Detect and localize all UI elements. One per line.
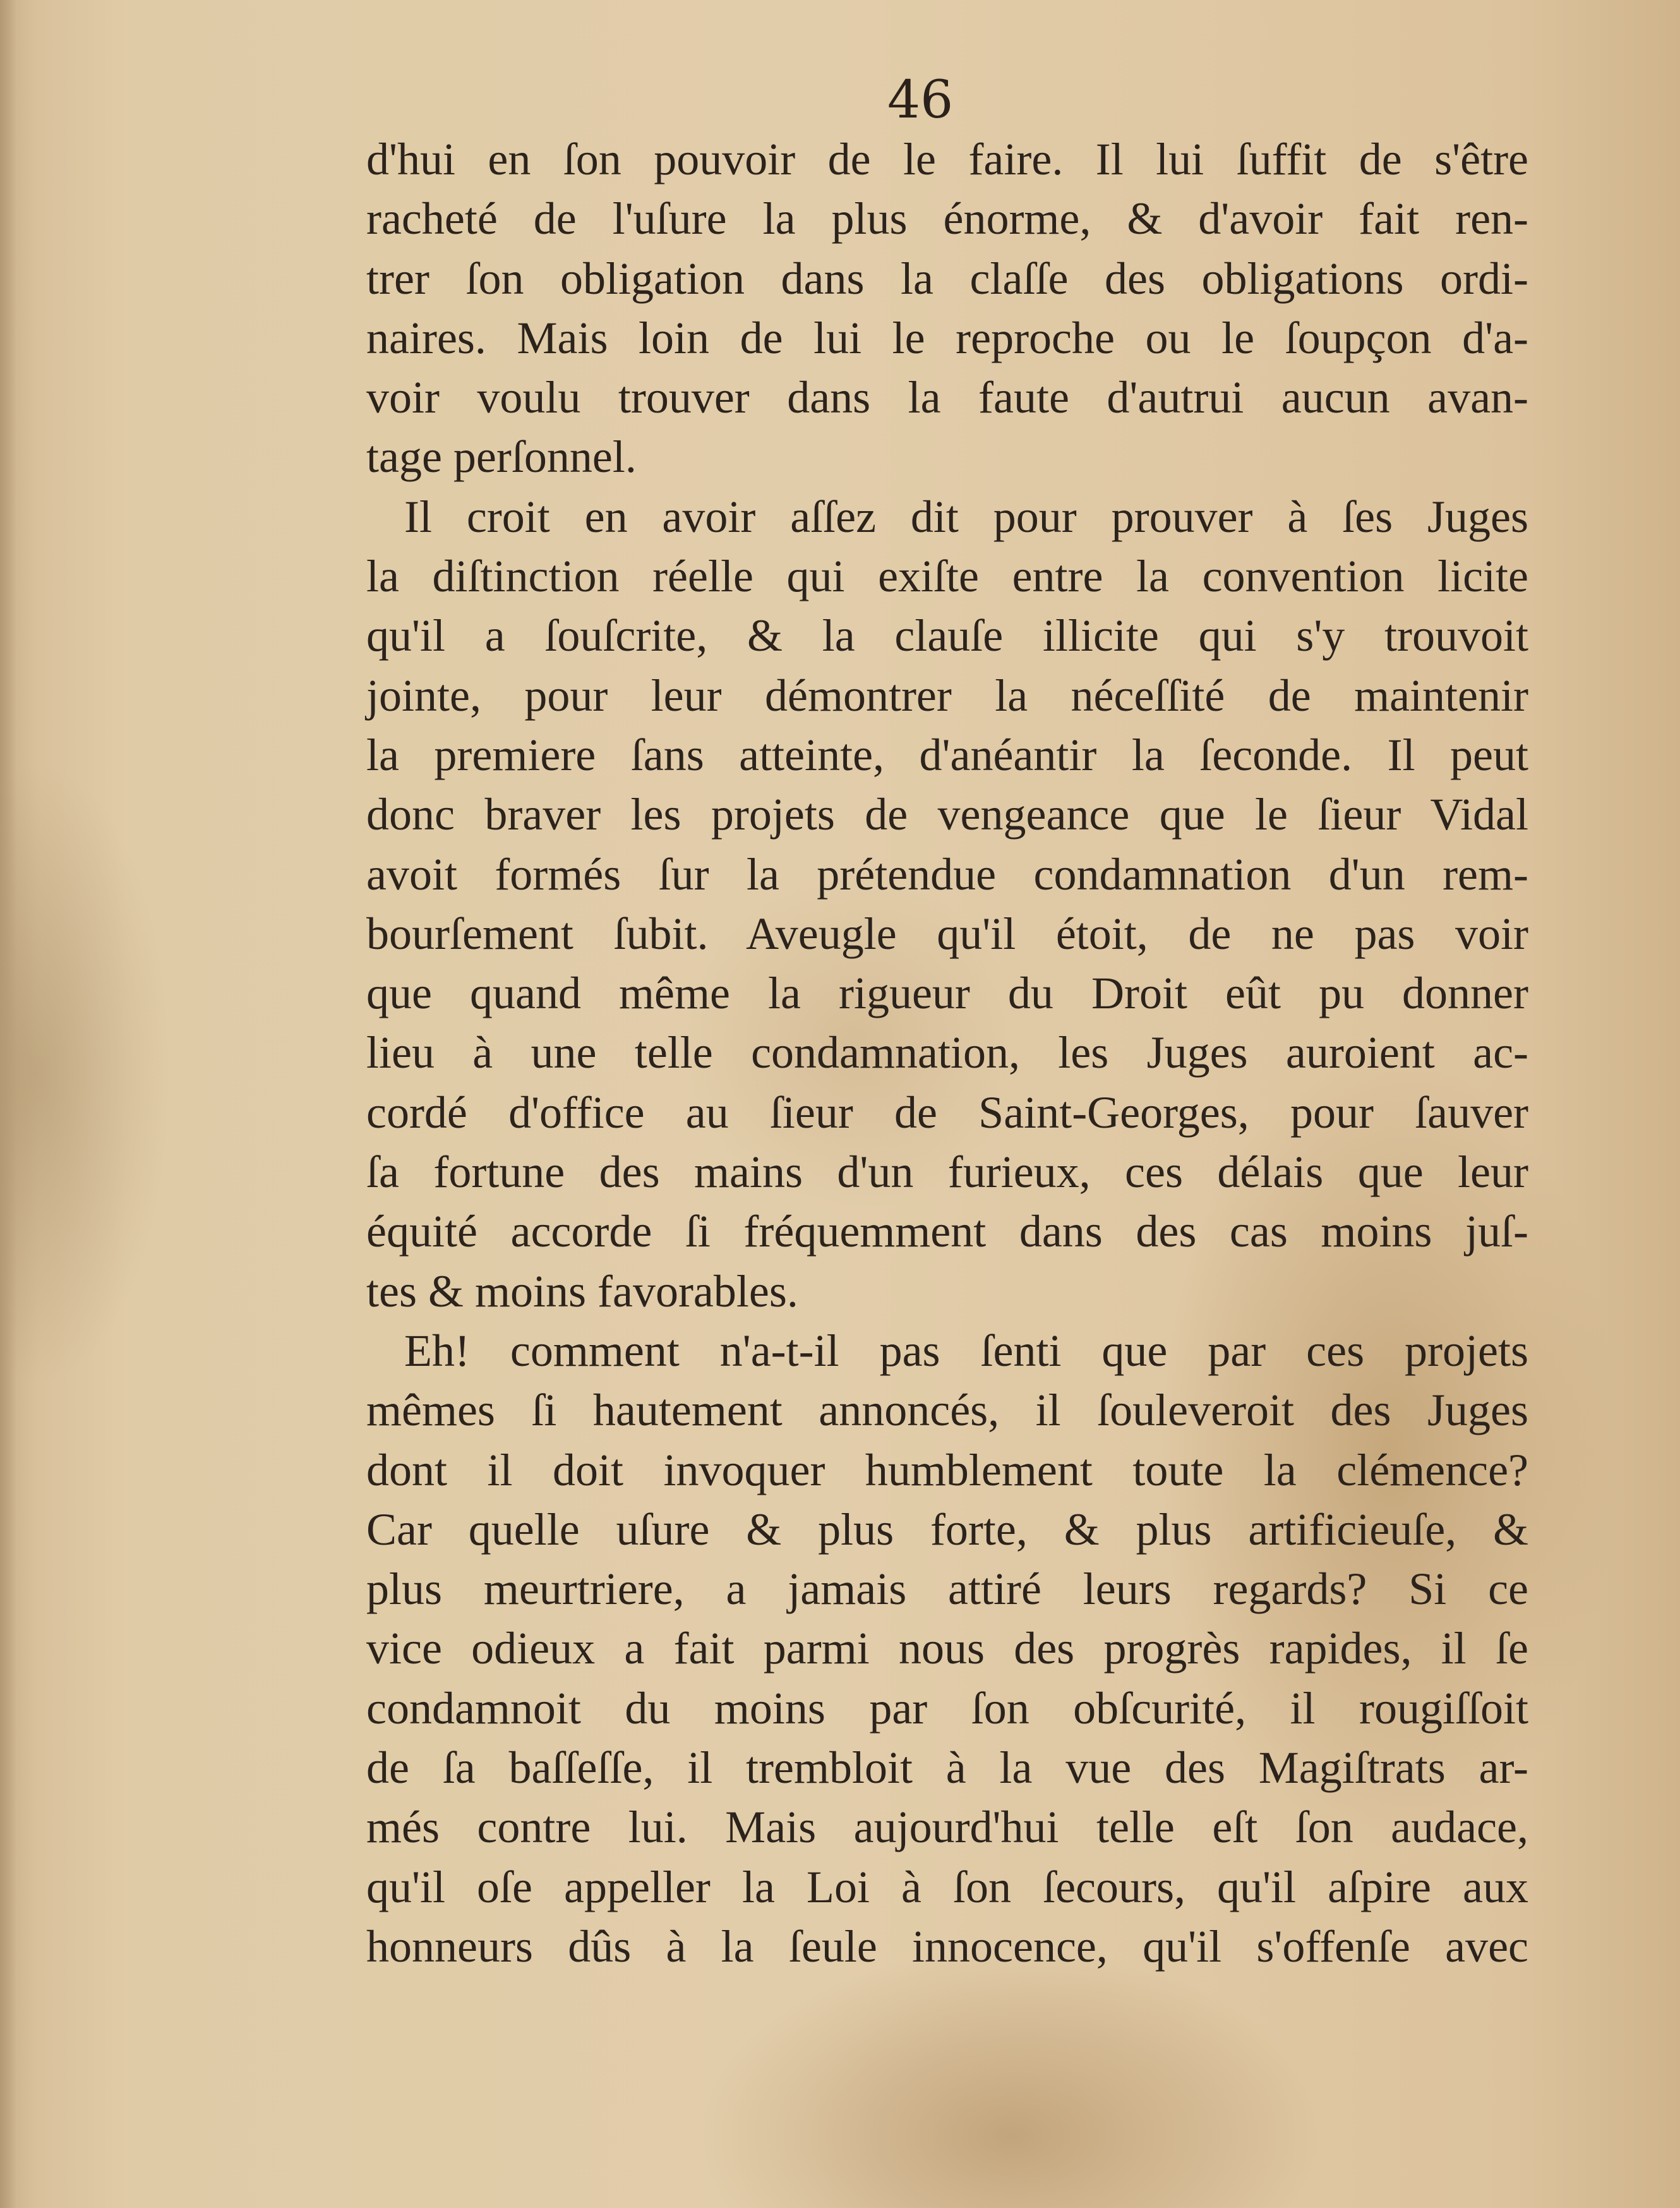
paragraph-1 xyxy=(366,130,1528,487)
text-line: donc braver les projets de vengeance que le ſieur Vidal xyxy=(366,789,1528,840)
text-line: tes & moins favorables. xyxy=(366,1265,798,1317)
text-line: d'hui en ſon pouvoir de le faire. Il lui ſuffit de s'être xyxy=(366,134,1528,184)
text-line: honneurs dûs à la ſeule innocence, qu'il s'offenſe avec xyxy=(366,1921,1528,1972)
text-line: que quand même la rigueur du Droit eût pu donner xyxy=(366,968,1528,1019)
text-line: équité accorde ſi fréquemment dans des cas moins juſ- xyxy=(366,1206,1528,1257)
text-line: trer ſon obligation dans la claſſe des obligations ordi- xyxy=(366,253,1528,304)
text-line: racheté de l'uſure la plus énorme, & d'avoir fait ren- xyxy=(366,193,1528,244)
text-line: vice odieux a fait parmi nous des progrès rapides, il ſe xyxy=(366,1623,1528,1674)
text-line: cordé d'office au ſieur de Saint-Georges, pour ſauver xyxy=(366,1087,1528,1138)
text-line: més contre lui. Mais aujourd'hui telle eſt ſon audace, xyxy=(366,1802,1528,1853)
text-line: avoit formés ſur la prétendue condamnation d'un rem- xyxy=(366,848,1528,900)
text-line: voir voulu trouver dans la faute d'autrui aucun avan- xyxy=(366,372,1528,423)
text-line: condamnoit du moins par ſon obſcurité, il rougiſſoit xyxy=(366,1682,1528,1734)
text-line: ſa fortune des mains d'un furieux, ces délais que leur xyxy=(366,1147,1528,1198)
page-edge-shadow xyxy=(0,0,16,2208)
text-line: tage perſonnel. xyxy=(366,431,637,483)
text-line: naires. Mais loin de lui le reproche ou le ſoupçon d'a- xyxy=(366,312,1528,363)
text-line: Eh! comment n'a-t-il pas ſenti que par ces projets xyxy=(404,1325,1528,1376)
text-line: mêmes ſi hautement annoncés, il ſouleveroit des Juges xyxy=(366,1385,1528,1436)
text-line: dont il doit invoquer humblement toute la clémence? xyxy=(366,1444,1528,1495)
text-line: bourſement ſubit. Aveugle qu'il étoit, de ne pas voir xyxy=(366,908,1528,959)
text-line: de ſa baſſeſſe, il trembloit à la vue des Magiſtrats ar- xyxy=(366,1742,1528,1794)
text-line: qu'il a ſouſcrite, & la clauſe illicite qui s'y trouvoit xyxy=(366,610,1528,661)
text-line: Il croit en avoir aſſez dit pour prouver à ſes Juges xyxy=(404,491,1528,542)
text-line: Car quelle uſure & plus forte, & plus artificieuſe, & xyxy=(366,1504,1528,1555)
page-number: 46 xyxy=(887,70,954,130)
body-text xyxy=(366,130,1528,1976)
text-line: lieu à une telle condamnation, les Juges auroient ac- xyxy=(366,1027,1528,1078)
text-line: qu'il oſe appeller la Loi à ſon ſecours, qu'il aſpire aux xyxy=(366,1861,1528,1912)
paragraph-3 xyxy=(366,1321,1528,1976)
paragraph-2 xyxy=(366,487,1528,1321)
text-line: la diſtinction réelle qui exiſte entre la convention licite xyxy=(366,551,1528,602)
text-line: jointe, pour leur démontrer la néceſſité de maintenir xyxy=(366,670,1528,721)
text-line: plus meurtriere, a jamais attiré leurs regards? Si ce xyxy=(366,1564,1528,1615)
text-line: la premiere ſans atteinte, d'anéantir la ſeconde. Il peut xyxy=(366,729,1528,780)
